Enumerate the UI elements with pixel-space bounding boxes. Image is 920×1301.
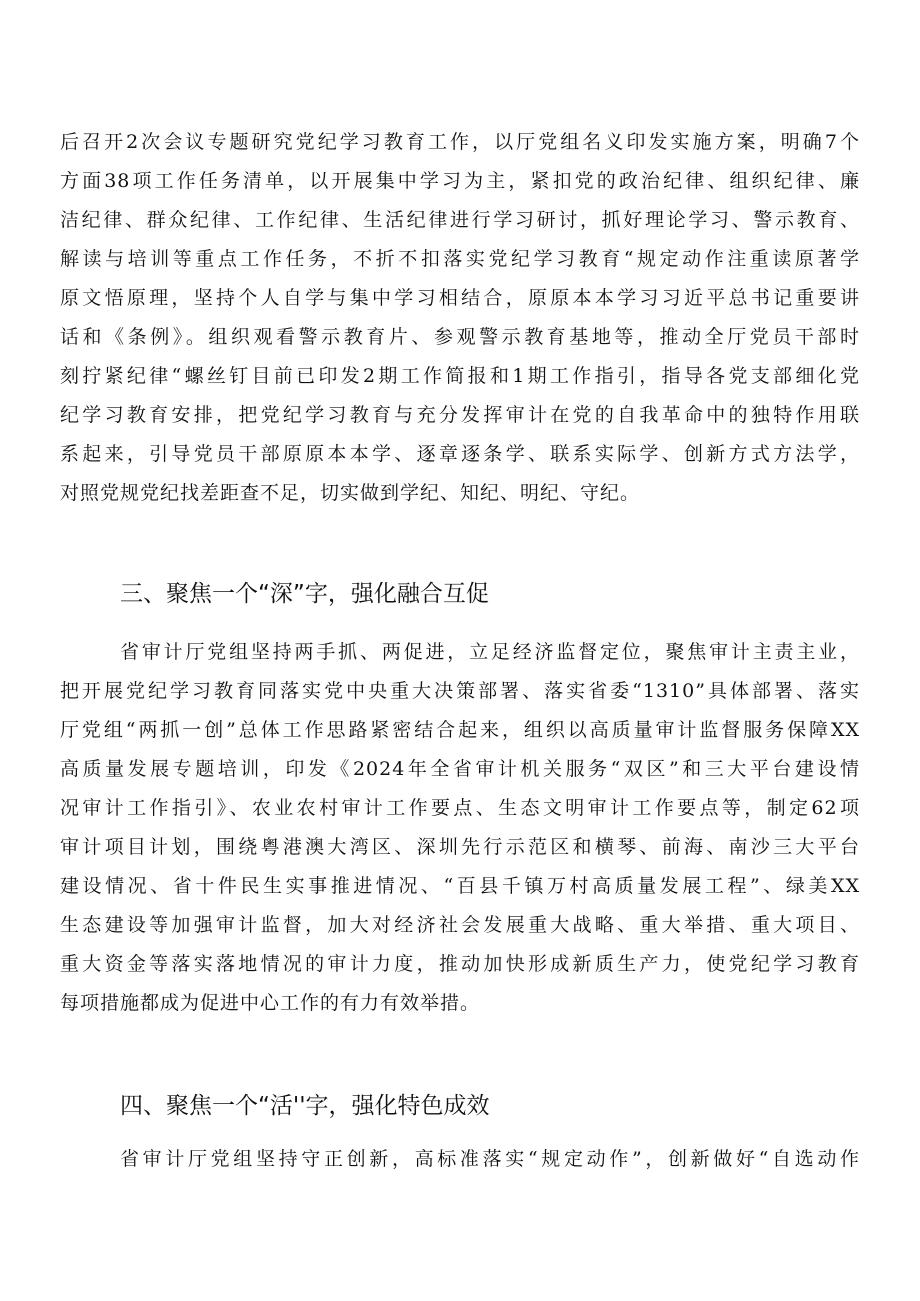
paragraph-line: 审计项目计划，围绕粤港澳大湾区、深圳先行示范区和横琴、前海、南沙三大平台 xyxy=(60,836,860,858)
body-paragraph-3 xyxy=(60,1140,860,1179)
paragraph-line: 原文悟原理，坚持个人自学与集中学习相结合，原原本本学习习近平总书记重要讲 xyxy=(60,287,860,309)
paragraph-line: 把开展党纪学习教育同落实党中央重大决策部署、落实省委“1310”具体部署、落实 xyxy=(60,680,860,702)
paragraph-line: 省审计厅党组坚持守正创新，高标准落实“规定动作”，创新做好“自选动作 xyxy=(120,1148,860,1170)
paragraph-line: 每项措施都成为促进中心工作的有力有效举措。 xyxy=(60,992,481,1014)
paragraph-line: 后召开2次会议专题研究党纪学习教育工作，以厅党组名义印发实施方案，明确7个 xyxy=(60,131,860,153)
paragraph-line: 洁纪律、群众纪律、工作纪律、生活纪律进行学习研讨，抓好理论学习、警示教育、 xyxy=(60,209,860,231)
paragraph-line: 话和《条例》。组织观看警示教育片、参观警示教育基地等，推动全厅党员干部时 xyxy=(60,326,860,348)
paragraph-line: 重大资金等落实落地情况的审计力度，推动加快形成新质生产力，使党纪学习教育 xyxy=(60,953,860,975)
paragraph-line: 况审计工作指引》、农业农村审计工作要点、生态文明审计工作要点等，制定62项 xyxy=(60,797,860,819)
paragraph-line: 对照党规党纪找差距查不足，切实做到学纪、知纪、明纪、守纪。 xyxy=(60,482,641,504)
paragraph-line: 方面38项工作任务清单，以开展集中学习为主，紧扣党的政治纪律、组织纪律、廉 xyxy=(60,170,860,192)
paragraph-line: 建设情况、省十件民生实事推进情况、“百县千镇万村高质量发展工程”、绿美XX xyxy=(60,875,860,897)
paragraph-line: 解读与培训等重点工作任务，不折不扣落实党纪学习教育“规定动作注重读原著学 xyxy=(60,248,860,270)
paragraph-line: 生态建设等加强审计监督，加大对经济社会发展重大战略、重大举措、重大项目、 xyxy=(60,914,860,936)
section-heading-4: 四、聚焦一个“活''字，强化特色成效 xyxy=(120,1093,490,1119)
body-paragraph-2 xyxy=(60,633,860,1023)
paragraph-line: 省审计厅党组坚持两手抓、两促进，立足经济监督定位，聚焦审计主责主业， xyxy=(120,641,860,663)
section-heading-3: 三、聚焦一个“深”字，强化融合互促 xyxy=(120,581,489,607)
body-paragraph-1 xyxy=(60,123,860,513)
paragraph-line: 刻拧紧纪律“螺丝钉目前已印发2期工作简报和1期工作指引，指导各党支部细化党 xyxy=(60,365,860,387)
paragraph-line: 纪学习教育安排，把党纪学习教育与充分发挥审计在党的自我革命中的独特作用联 xyxy=(60,404,860,426)
paragraph-line: 厅党组“两抓一创”总体工作思路紧密结合起来，组织以高质量审计监督服务保障XX xyxy=(60,719,860,741)
paragraph-line: 系起来，引导党员干部原原本本学、逐章逐条学、联系实际学、创新方式方法学， xyxy=(60,443,860,465)
paragraph-line: 高质量发展专题培训，印发《2024年全省审计机关服务“双区”和三大平台建设情 xyxy=(60,758,860,780)
